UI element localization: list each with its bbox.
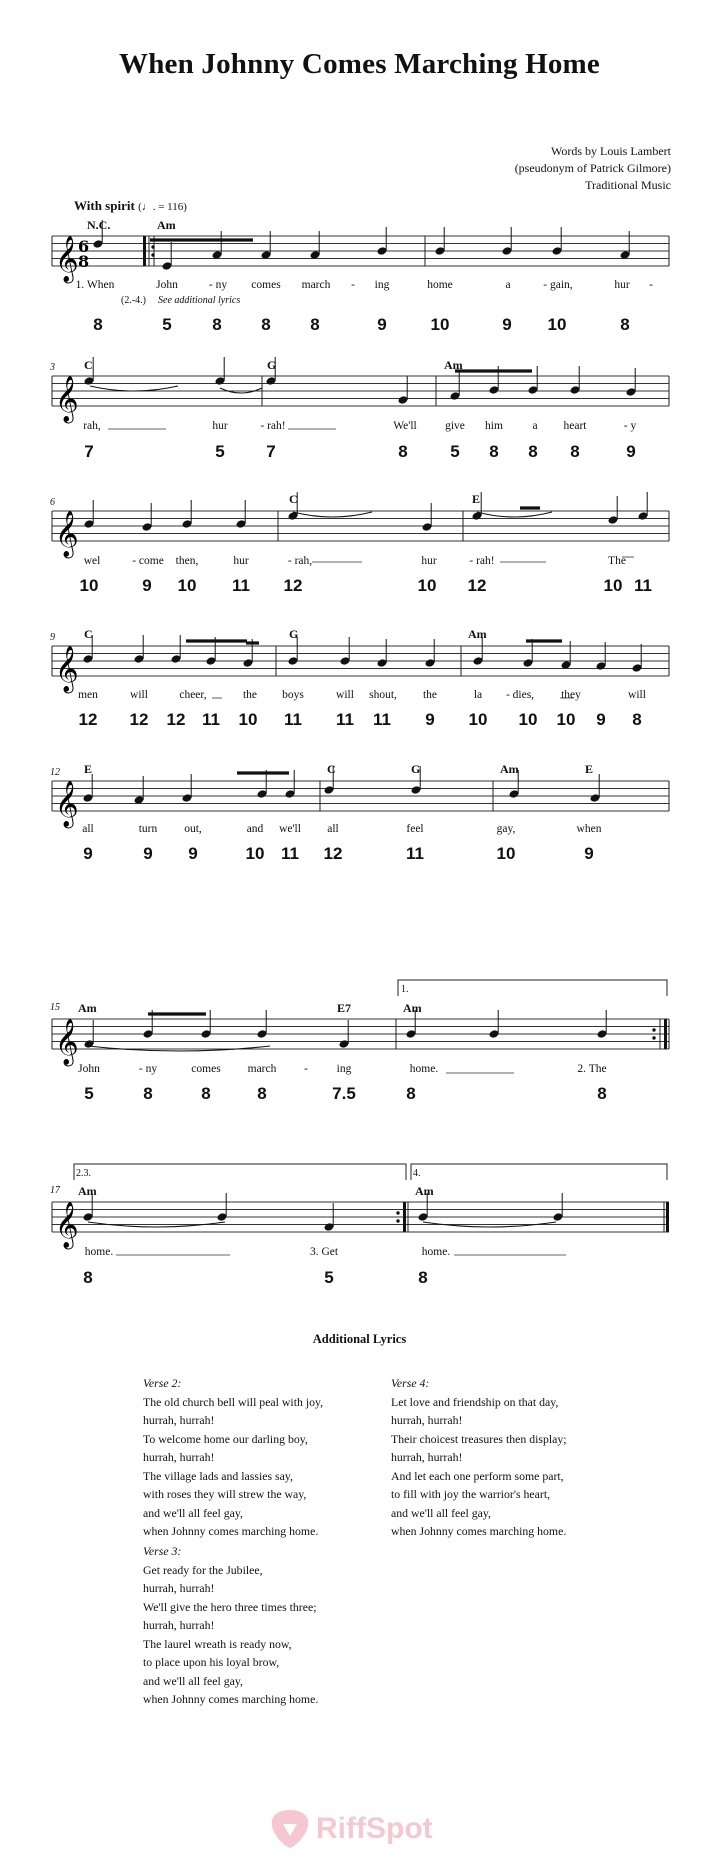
harmonica-number: 5 (324, 1268, 334, 1287)
credit-pseudonym: (pseudonym of Patrick Gilmore) (514, 161, 671, 175)
harmonica-number: 8 (93, 315, 103, 334)
volta-label: 4. (413, 1168, 421, 1179)
harmonica-number: 9 (425, 710, 435, 729)
lyric-syllable: - gain, (543, 279, 573, 291)
lyric-syllable: then, (175, 555, 199, 567)
lyric-syllable: - (649, 279, 653, 291)
harmonica-number: 9 (377, 315, 387, 334)
harmonica-number: 10 (238, 710, 258, 729)
lyric-syllable: hur (614, 279, 630, 291)
harmonica-number: 5 (162, 315, 172, 334)
lyric-syllable: home. (409, 1063, 439, 1075)
lyric-syllable: when (576, 823, 602, 835)
lyric-syllable: a (505, 279, 511, 291)
lyric-syllable: and (246, 823, 264, 835)
harmonica-number: 11 (281, 844, 299, 863)
lyric-syllable: ing (336, 1063, 352, 1075)
chord-symbol: G (267, 358, 277, 372)
harmonica-number: 12 (129, 710, 149, 729)
lyric-syllable: 3. Get (309, 1246, 339, 1258)
verse-line: and we'll all feel gay, (391, 1505, 491, 1520)
verse-block (391, 1374, 567, 1541)
verse-line: to fill with joy the warrior's heart, (391, 1487, 551, 1501)
lyric-syllable: turn (138, 823, 158, 835)
harmonica-number: 12 (283, 576, 303, 595)
harmonica-number: 10 (556, 710, 576, 729)
harmonica-number: 11 (336, 710, 354, 729)
verse-line: to place upon his loyal brow, (143, 1655, 280, 1669)
lyric-syllable: him (485, 420, 503, 432)
time-signature: 8 (78, 252, 90, 271)
chord-symbol: G (411, 762, 421, 776)
repeat-end (664, 1019, 667, 1049)
chord-symbol: N.C. (87, 218, 111, 232)
treble-clef-icon: 𝄞 (55, 781, 79, 827)
repeat-start (143, 236, 146, 266)
harmonica-number: 10 (603, 576, 623, 595)
verse-line: when Johnny comes marching home. (143, 1524, 319, 1538)
chord-symbol: Am (403, 1001, 422, 1015)
lyric-syllable: 2. The (577, 1063, 607, 1075)
verse-line: hurrah, hurrah! (391, 1450, 463, 1464)
verse-line: The village lads and lassies say, (143, 1468, 293, 1483)
harmonica-number: 8 (632, 710, 642, 729)
chord-symbol: C (84, 358, 93, 372)
tempo-text: With spirit (74, 198, 135, 213)
measure-number: 3 (50, 362, 55, 373)
harmonica-number: 10 (245, 844, 265, 863)
verse-line: hurrah, hurrah! (143, 1581, 215, 1595)
lyric-syllable: comes (191, 1063, 221, 1075)
verse-line: The laurel wreath is ready now, (143, 1636, 292, 1651)
harmonica-number: 8 (201, 1084, 211, 1103)
verse-block (143, 1542, 318, 1709)
repeat-dot (151, 253, 154, 256)
chord-symbol: C (84, 627, 93, 641)
lyric-syllable: - rah! (260, 420, 286, 432)
verse-title: Verse 4: (391, 1376, 430, 1390)
volta-bracket (398, 980, 667, 996)
verse-title: Verse 3: (143, 1544, 182, 1558)
harmonica-number: 8 (570, 442, 580, 461)
verse-note: See additional lyrics (158, 295, 241, 306)
harmonica-number: 10 (417, 576, 437, 595)
harmonica-number: 7.5 (332, 1084, 356, 1103)
lyric-syllable: John (156, 279, 178, 291)
lyric-syllable: ing (374, 279, 390, 291)
harmonica-number: 8 (528, 442, 538, 461)
repeat-dot (652, 1028, 655, 1031)
logo-text: RiffSpot (316, 1812, 433, 1845)
verse-line: with roses they will strew the way, (143, 1487, 307, 1501)
treble-clef-icon: 𝄞 (55, 236, 79, 282)
lyric-syllable: la (473, 689, 483, 701)
harmonica-number: 8 (212, 315, 222, 334)
measure-number: 9 (50, 632, 55, 643)
harmonica-number: 10 (496, 844, 516, 863)
harmonica-number: 10 (430, 315, 450, 334)
verse-line: We'll give the hero three times three; (143, 1599, 317, 1614)
lyric-syllable: gay, (496, 823, 516, 835)
harmonica-number: 9 (584, 844, 594, 863)
harmonica-number: 11 (406, 844, 424, 863)
additional-lyrics-heading: Additional Lyrics (312, 1332, 407, 1346)
harmonica-number: 7 (266, 442, 276, 461)
verse-line: Their choicest treasures then display; (391, 1431, 567, 1446)
chord-symbol: E (472, 492, 481, 506)
lyric-syllable: we'll (279, 823, 301, 835)
guitar-pick-icon (268, 1806, 312, 1850)
verse-line: when Johnny comes marching home. (391, 1524, 567, 1538)
volta-label: 2.3. (76, 1168, 91, 1179)
chord-symbol: Am (78, 1184, 97, 1198)
verse-line: when Johnny comes marching home. (143, 1692, 319, 1706)
harmonica-number: 11 (373, 710, 391, 729)
credit-music: Traditional Music (585, 178, 671, 192)
repeat-end (403, 1202, 406, 1232)
harmonica-number: 8 (310, 315, 320, 334)
lyric-syllable: wel (83, 555, 101, 567)
harmonica-number: 9 (596, 710, 606, 729)
song-title: When Johnny Comes Marching Home (119, 48, 600, 80)
verse-line: To welcome home our darling boy, (143, 1431, 308, 1446)
lyric-syllable: the (242, 689, 258, 701)
measure-number: 15 (50, 1002, 60, 1013)
harmonica-number: 5 (215, 442, 225, 461)
lyric-syllable: - (351, 279, 355, 291)
lyric-syllable: - y (623, 420, 637, 432)
volta-bracket (411, 1164, 667, 1180)
lyric-syllable: - rah! (469, 555, 495, 567)
lyric-syllable: will (130, 689, 148, 701)
chord-symbol: Am (468, 627, 487, 641)
lyric-syllable: march (301, 279, 331, 291)
lyric-syllable: hur (421, 555, 437, 567)
harmonica-number: 9 (626, 442, 636, 461)
harmonica-number: 10 (547, 315, 567, 334)
lyric-syllable: hur (233, 555, 249, 567)
harmonica-number: 10 (177, 576, 197, 595)
lyric-syllable: hur (212, 420, 228, 432)
harmonica-number: 8 (143, 1084, 153, 1103)
harmonica-number: 10 (79, 576, 99, 595)
harmonica-number: 8 (406, 1084, 416, 1103)
harmonica-number: 9 (83, 844, 93, 863)
volta-label: 1. (401, 984, 409, 995)
tie (88, 1046, 270, 1051)
harmonica-number: 8 (620, 315, 630, 334)
harmonica-number: 7 (84, 442, 94, 461)
chord-symbol: C (327, 762, 336, 776)
credit-words: Words by Louis Lambert (550, 144, 671, 158)
tie (477, 512, 552, 517)
harmonica-number: 12 (166, 710, 186, 729)
lyric-syllable: - rah, (287, 555, 313, 567)
harmonica-number: 8 (398, 442, 408, 461)
chord-symbol: C (289, 492, 298, 506)
harmonica-number: 8 (489, 442, 499, 461)
lyric-syllable: feel (406, 823, 424, 835)
measure-number: 12 (50, 767, 60, 778)
chord-symbol: Am (157, 218, 176, 232)
lyric-syllable: - come (132, 555, 164, 567)
lyric-syllable: all (82, 823, 94, 835)
volta-bracket (74, 1164, 406, 1180)
harmonica-number: 11 (232, 576, 250, 595)
harmonica-number: 9 (142, 576, 152, 595)
harmonica-number: 11 (634, 576, 652, 595)
verse-line: The old church bell will peal with joy, (143, 1394, 324, 1409)
verse-title: Verse 2: (143, 1376, 182, 1390)
treble-clef-icon: 𝄞 (55, 646, 79, 692)
harmonica-number: 8 (83, 1268, 93, 1287)
harmonica-number: 5 (450, 442, 460, 461)
lyric-syllable: home (427, 279, 453, 291)
harmonica-number: 11 (284, 710, 302, 729)
verse-line: hurrah, hurrah! (143, 1618, 215, 1632)
lyric-syllable: - ny (138, 1063, 158, 1075)
lyric-syllable: home. (84, 1246, 114, 1258)
lyric-syllable: they (561, 689, 581, 701)
harmonica-number: 12 (323, 844, 343, 863)
lyric-syllable: will (336, 689, 354, 701)
lyric-syllable: shout, (369, 689, 397, 701)
verse-line: And let each one perform some part, (391, 1468, 564, 1483)
lyric-syllable: rah, (83, 420, 101, 432)
lyric-syllable: cheer, (179, 689, 207, 701)
lyric-syllable: march (247, 1063, 277, 1075)
chord-symbol: E (84, 762, 93, 776)
lyric-syllable: - (304, 1063, 308, 1075)
verse-line: hurrah, hurrah! (391, 1413, 463, 1427)
lyric-syllable: - dies, (505, 689, 535, 701)
verse-line: Get ready for the Jubilee, (143, 1562, 263, 1577)
verse-line: and we'll all feel gay, (143, 1505, 243, 1520)
lyric-syllable: 1. When (75, 279, 115, 291)
verse-line: and we'll all feel gay, (143, 1673, 243, 1688)
chord-symbol: G (289, 627, 299, 641)
harmonica-number: 9 (502, 315, 512, 334)
time-signature: 6 (78, 237, 90, 256)
verse-line: hurrah, hurrah! (143, 1450, 215, 1464)
chord-symbol: Am (78, 1001, 97, 1015)
treble-clef-icon: 𝄞 (55, 511, 79, 557)
chord-symbol: E (585, 762, 594, 776)
harmonica-number: 5 (84, 1084, 94, 1103)
tie (220, 388, 262, 393)
chord-symbol: Am (444, 358, 463, 372)
harmonica-number: 11 (202, 710, 220, 729)
lyric-syllable: John (78, 1063, 100, 1075)
lyric-syllable: - ny (208, 279, 228, 291)
lyric-syllable: a (532, 420, 538, 432)
lyric-syllable: home. (421, 1246, 451, 1258)
harmonica-number: 12 (467, 576, 487, 595)
measure-number: 6 (50, 497, 55, 508)
harmonica-number: 10 (518, 710, 538, 729)
harmonica-number: 10 (468, 710, 488, 729)
lyric-syllable: We'll (393, 420, 417, 432)
lyric-syllable: all (327, 823, 339, 835)
verse-line: hurrah, hurrah! (143, 1413, 215, 1427)
chord-symbol: E7 (337, 1001, 352, 1015)
lyric-syllable: out, (184, 823, 202, 835)
lyric-syllable: will (628, 689, 646, 701)
final-barline (666, 1202, 669, 1232)
tie (90, 386, 178, 391)
treble-clef-icon: 𝄞 (55, 376, 79, 422)
harmonica-number: 8 (261, 315, 271, 334)
lyric-syllable: give (445, 420, 465, 432)
lyric-syllable: comes (251, 279, 281, 291)
tempo-value: (♩. = 116) (138, 201, 187, 213)
repeat-dot (396, 1219, 399, 1222)
lyric-syllable: men (78, 689, 98, 701)
lyric-syllable: the (422, 689, 438, 701)
chord-symbol: Am (415, 1184, 434, 1198)
repeat-dot (151, 245, 154, 248)
tie (293, 512, 372, 517)
lyric-syllable: The (608, 555, 626, 567)
harmonica-number: 8 (418, 1268, 428, 1287)
chord-symbol: Am (500, 762, 519, 776)
treble-clef-icon: 𝄞 (55, 1202, 79, 1248)
measure-number: 17 (50, 1185, 60, 1196)
repeat-dot (652, 1036, 655, 1039)
harmonica-number: 12 (78, 710, 98, 729)
verse-line: Let love and friendship on that day, (391, 1394, 559, 1409)
verse-label: (2.-4.) (121, 295, 146, 306)
repeat-dot (396, 1211, 399, 1214)
harmonica-number: 8 (257, 1084, 267, 1103)
lyric-syllable: heart (563, 420, 587, 432)
harmonica-number: 9 (188, 844, 198, 863)
harmonica-number: 8 (597, 1084, 607, 1103)
treble-clef-icon: 𝄞 (55, 1019, 79, 1065)
riffspot-logo[interactable] (268, 1806, 458, 1850)
harmonica-number: 9 (143, 844, 153, 863)
lyric-syllable: boys (282, 689, 304, 701)
verse-block (143, 1374, 323, 1541)
